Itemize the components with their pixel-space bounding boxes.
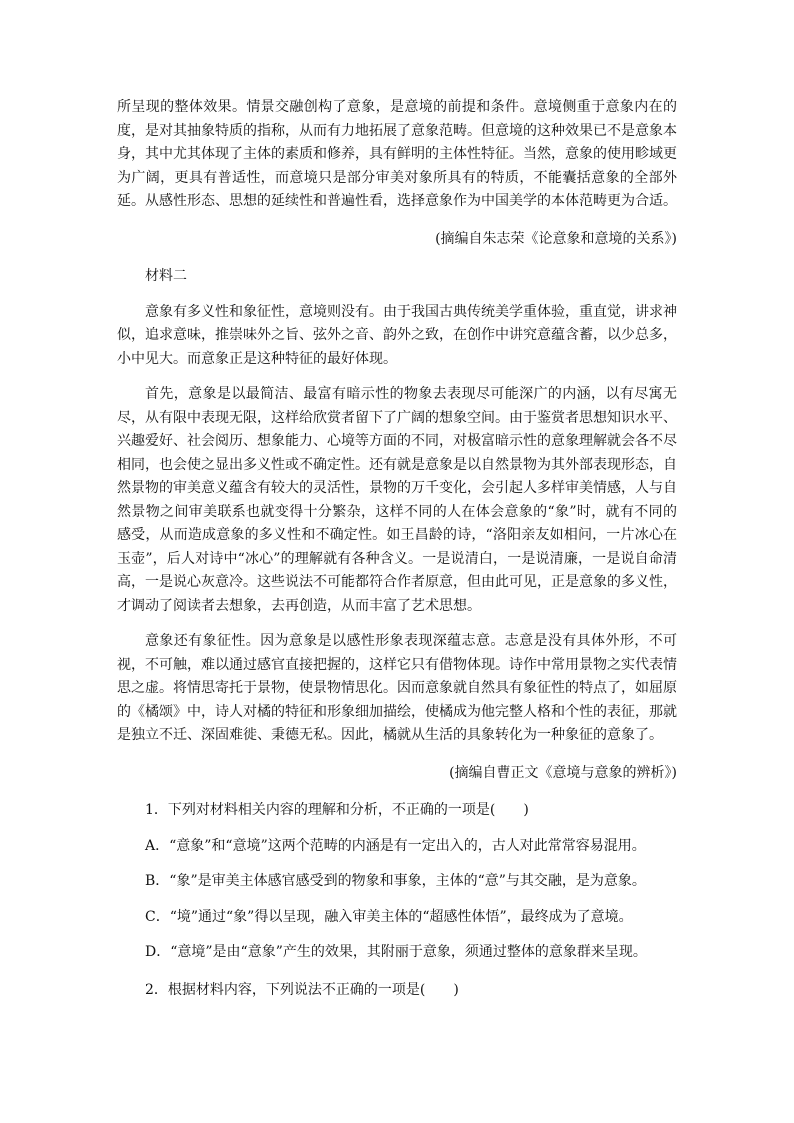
question-1-option-b: B．“象”是审美主体感官感受到的物象和事象，主体的“意”与其交融，是为意象。 (145, 873, 646, 889)
paragraph-material-two-1: 意象有多义性和象征性，意境则没有。由于我国古典传统美学重体验，重直觉，讲求神似，追求意味，推崇味外之旨、弦外之音、韵外之致，在创作中讲究意蕴含蓄，以少总多，小中见大。而意象正是这种特征的最好体现。 (117, 303, 677, 367)
source-citation-1: (摘编自朱志荣《论意象和意境的关系》) (435, 230, 677, 247)
paragraph-material-two-3: 意象还有象征性。因为意象是以感性形象表现深蕴志意。志意是没有具体外形，不可视，不可触，难以通过感官直接把握的，这样它只有借物体现。诗作中常用景物之实代表情思之虚。将情思寄托于景物，使景物情思化。因而意象就自然具有象征性的特点了，如屈原的《橘颂》中，诗人对橘的特征和形象细加描绘，使橘成为他完整人格和个性的表征，那就是独立不迁、深固难徙、秉德无私。因此，橘就从生活的具象转化为一种象征的意象了。 (117, 633, 677, 743)
question-1-option-d: D．“意境”是由“意象”产生的效果，其附丽于意象，须通过整体的意象群来呈现。 (145, 944, 647, 960)
document-page (117, 96, 677, 1002)
source-citation-2: (摘编自曹正文《意境与意象的辨析》) (449, 764, 677, 781)
question-1-option-c: C．“境”通过“象”得以呈现，融入审美主体的“超感性体悟”，最终成为了意境。 (145, 908, 633, 925)
paragraph-material-two-2: 首先，意象是以最简洁、最富有暗示性的物象去表现尽可能深广的内涵，以有尽寓无尽，从有限中表现无限，这样给欣赏者留下了广阔的想象空间。由于鉴赏者思想知识水平、兴趣爱好、社会阅历、想象能力、心境等方面的不同，对极富暗示性的意象理解就会各不尽相同，也会使之显出多义性或不确定性。还有就是意象是以自然景物为其外部表现形态，自然景物的审美意义蕴含有较大的灵活性，景物的万千变化，会引起人多样审美情感，人与自然景物之间审美联系也就变得十分繁杂，这样不同的人在体会意象的“象”时，就有不同的感受，从而造成意象的多义性和不确定性。如王昌龄的诗，“洛阳亲友如相问，一片冰心在玉壶”，后人对诗中“冰心”的理解就有各种含义。一是说清白，一是说清廉，一是说自命清高，一是说心灰意冷。这些说法不可能都符合作者原意，但由此可见，正是意象的多义性，才调动了阅读者去想象，去再创造，从而丰富了艺术思想。 (117, 386, 677, 614)
question-1-stem: 1．下列对材料相关内容的理解和分析，不正确的一项是( ) (145, 802, 529, 818)
paragraph-continuation: 所呈现的整体效果。情景交融创构了意象，是意境的前提和条件。意境侧重于意象内在的度，是对其抽象特质的指称，从而有力地拓展了意象范畴。但意境的这种效果已不是意象本身，其中尤其体现了主体的素质和修养，具有鲜明的主体性特征。当然，意象的使用畛域更为广阔，更具有普适性，而意境只是部分审美对象所具有的特质，不能囊括意象的全部外延。从感性形态、思想的延续性和普遍性看，选择意象作为中国美学的本体范畴更为合适。 (117, 99, 677, 209)
section-heading-material-two: 材料二 (145, 268, 187, 284)
question-2-stem: 2．根据材料内容，下列说法不正确的一项是( ) (145, 981, 459, 998)
question-1-option-a: A．“意象”和“意境”这两个范畴的内涵是有一定出入的，古人对此常常容易混用。 (145, 837, 646, 854)
